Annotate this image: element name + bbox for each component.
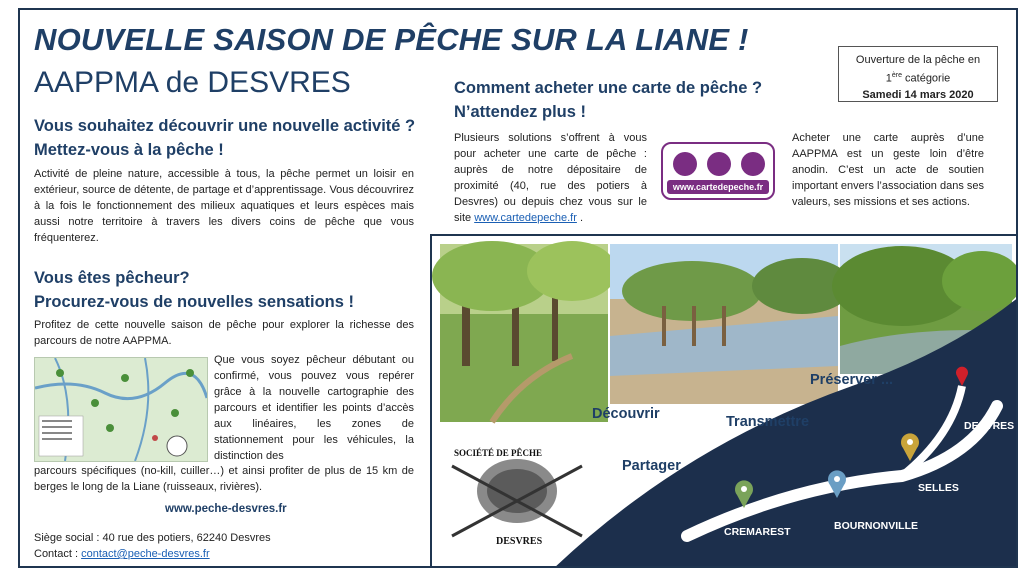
- contact-line: Contact : contact@peche-desvres.fr: [34, 548, 210, 560]
- opening-date-box: [838, 46, 998, 102]
- fish-icon: [741, 152, 765, 176]
- town-cremarest: CREMAREST: [724, 526, 791, 538]
- town-bournonville: BOURNONVILLE: [834, 520, 918, 532]
- buy-card-heading: Comment acheter une carte de pêche ? N’attendez plus !: [454, 79, 763, 121]
- section1-text: Activité de pleine nature, accessible à tous, la pêche permet un loisir en extérieur, source de détente, de partage et d’apprentissage. Vous découvrirez à la fois le fonctionnement des milieux aquatiques et leurs espèces mais aussi notre territoire à travers les divers coins de pêche que vous fréquenterez.: [34, 168, 414, 244]
- fishing-map-image: [34, 357, 208, 462]
- cartedepeche-logo: [661, 142, 775, 200]
- website-label[interactable]: www.peche-desvres.fr: [165, 503, 287, 515]
- print-icon: [707, 152, 731, 176]
- keyword-partager: Partager: [622, 458, 681, 474]
- cartedepeche-link[interactable]: www.cartedepeche.fr: [474, 212, 577, 224]
- section2-end-text: parcours spécifiques (no-kill, cuiller…) et ainsi profiter de plus de 15 km de berges le long de la Liane (ruisseaux, rivières).: [34, 465, 414, 493]
- logo-url: www.cartedepeche.fr: [667, 180, 769, 194]
- section2-side-text: Que vous soyez pêcheur débutant ou confirmé, vous pouvez vous repérer grâce à la nouvelle cartographie des parcours et identifier les points d’accès aux linéaires, les zones de stationnement pour les véhicules, la distinction des: [214, 354, 414, 462]
- support-text: Acheter une carte auprès d’une AAPPMA est un geste loin d’être anodin. C’est un acte de soutien important envers l’association dans ses valeurs, ses missions et ses actions.: [792, 132, 984, 208]
- society-name-bottom: DESVRES: [496, 536, 543, 547]
- collage-image: [430, 234, 1018, 568]
- opening-line1: Ouverture de la pêche en: [855, 54, 981, 66]
- opening-date: Samedi 14 mars 2020: [862, 88, 974, 101]
- section2-heading: Vous êtes pêcheur? Procurez-vous de nouvelles sensations !: [34, 269, 355, 311]
- opening-line2: 1ère catégorie: [885, 72, 951, 85]
- contact-email-link[interactable]: contact@peche-desvres.fr: [81, 548, 210, 560]
- town-selles: SELLES: [918, 482, 959, 494]
- society-name-top: SOCIÉTÉ DE PÊCHE: [454, 448, 543, 458]
- page-title: NOUVELLE SAISON DE PÊCHE SUR LA LIANE !: [34, 22, 749, 57]
- click-icon: [673, 152, 697, 176]
- head-office: Siège social : 40 rue des potiers, 62240 Desvres: [34, 532, 271, 544]
- association-name: AAPPMA de DESVRES: [34, 66, 351, 99]
- buy-card-text: Plusieurs solutions s’offrent à vous pour acheter une carte de pêche : auprès de notre dépositaire de proximité (40, rue des potiers à Desvres) ou depuis chez vous sur le site www.cartedepeche.fr .: [454, 132, 647, 224]
- contact-block: [34, 530, 271, 562]
- section1-heading: Vous souhaitez découvrir une nouvelle activité ? Mettez-vous à la pêche !: [34, 117, 416, 159]
- keyword-decouvrir: Découvrir: [592, 406, 660, 422]
- section2-intro: Profitez de cette nouvelle saison de pêche pour explorer la richesse des parcours de notre AAPPMA.: [34, 319, 414, 347]
- keyword-transmettre: Transmettre: [726, 414, 810, 430]
- keyword-preserver: Préserver ...: [810, 372, 894, 388]
- photo-park: [432, 241, 617, 422]
- town-desvres: DESVRES: [964, 420, 1015, 432]
